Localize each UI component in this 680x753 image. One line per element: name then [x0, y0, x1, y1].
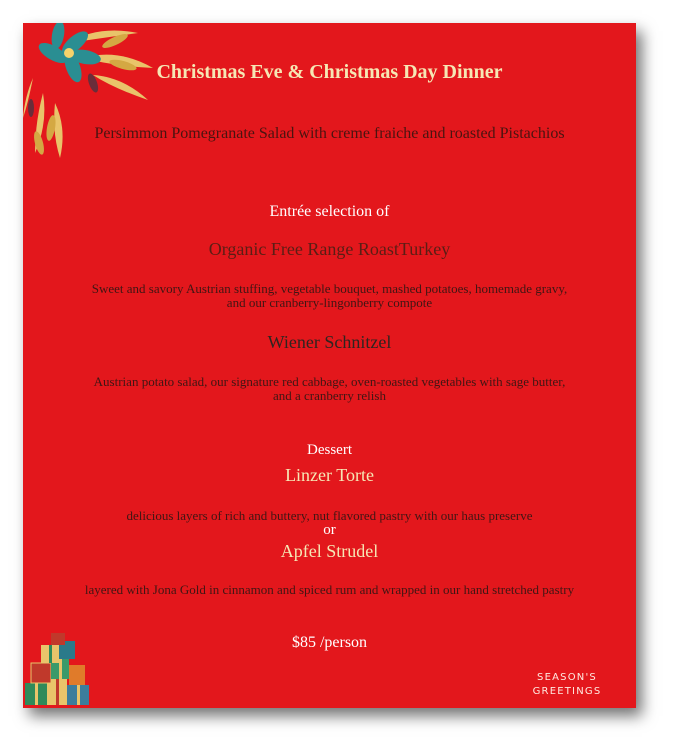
- greeting-line: SEASON'S: [537, 672, 597, 683]
- starter-course: Persimmon Pomegranate Salad with creme fraiche and roasted Pistachios: [94, 125, 565, 142]
- gift-stack-icon: [23, 633, 93, 708]
- entree-name: Wiener Schnitzel: [267, 332, 392, 352]
- dessert-name: Apfel Strudel: [280, 541, 379, 561]
- dessert-description: delicious layers of rich and buttery, nut flavored pastry with our haus preserve: [126, 508, 533, 523]
- dessert-description: layered with Jona Gold in cinnamon and spiced rum and wrapped in our hand stretched pastry: [84, 582, 575, 597]
- menu-card: [23, 23, 636, 708]
- menu-title: Christmas Eve & Christmas Day Dinner: [156, 61, 503, 83]
- greeting-line: GREETINGS: [532, 686, 602, 697]
- dessert-name: Linzer Torte: [285, 465, 374, 485]
- entree-name: Organic Free Range RoastTurkey: [208, 239, 451, 259]
- seasons-greetings: [522, 671, 612, 699]
- price: $85 /person: [291, 634, 368, 651]
- entree-intro: Entrée selection of: [269, 203, 390, 220]
- or-separator: or: [323, 522, 336, 538]
- entree-description: Austrian potato salad, our signature red cabbage, oven-roasted vegetables with sage butter, and a cranberry relish: [93, 374, 566, 403]
- poinsettia-floral-icon: [23, 23, 183, 193]
- dessert-heading: Dessert: [307, 442, 352, 458]
- entree-description: Sweet and savory Austrian stuffing, vegetable bouquet, mashed potatoes, homemade gravy, and our cranberry-lingonberry compote: [91, 281, 568, 310]
